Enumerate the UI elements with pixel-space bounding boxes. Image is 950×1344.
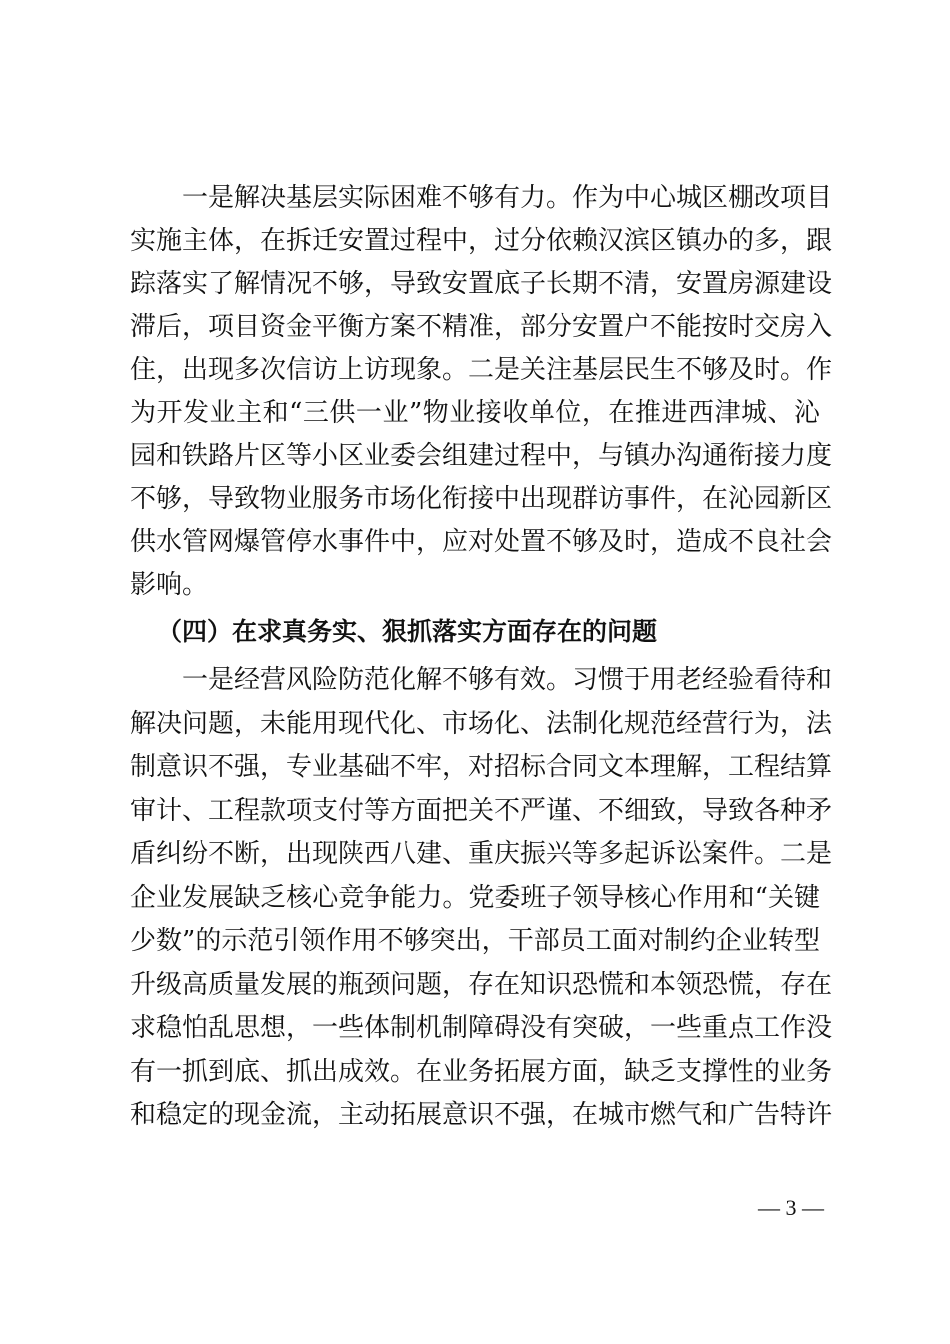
section-heading: （四）在求真务实、狠抓落实方面存在的问题 — [157, 617, 658, 646]
paragraph-line — [130, 1138, 820, 1178]
paragraph-line: 企业发展缺乏核心竞争能力。党委班子领导核心作用和“关键 — [130, 883, 820, 913]
paragraph-line: 不够，导致物业服务市场化衔接中出现群访事件，在沁园新区 — [130, 484, 833, 514]
paragraph-line: 滞后，项目资金平衡方案不精准，部分安置户不能按时交房入 — [130, 312, 833, 342]
paragraph-line: 实施主体，在拆迁安置过程中，过分依赖汉滨区镇办的多，跟 — [130, 226, 833, 256]
paragraph-line: 和稳定的现金流，主动拓展意识不强，在城市燃气和广告特许 — [130, 1100, 833, 1130]
paragraph-line: 为开发业主和“三供一业”物业接收单位，在推进西津城、沁 — [130, 398, 820, 428]
paragraph-line: 盾纠纷不断，出现陕西八建、重庆振兴等多起诉讼案件。二是 — [130, 839, 833, 869]
paragraph-line: 一是解决基层实际困难不够有力。作为中心城区棚改项目 — [182, 183, 833, 213]
page-number: — 3 — — [758, 1195, 824, 1220]
paragraph-line: 解决问题，未能用现代化、市场化、法制化规范经营行为，法 — [130, 709, 833, 739]
paragraph-line: 审计、工程款项支付等方面把关不严谨、不细致，导致各种矛 — [130, 796, 833, 826]
paragraph-line: 影响。 — [130, 570, 209, 600]
paragraph-line: 求稳怕乱思想，一些体制机制障碍没有突破，一些重点工作没 — [130, 1013, 833, 1043]
paragraph-line: 踪落实了解情况不够，导致安置底子长期不清，安置房源建设 — [130, 269, 833, 299]
paragraph-line: 园和铁路片区等小区业委会组建过程中，与镇办沟通衔接力度 — [130, 441, 833, 471]
paragraph-line: 制意识不强，专业基础不牢，对招标合同文本理解，工程结算 — [130, 752, 833, 782]
paragraph-line: 住，出现多次信访上访现象。二是关注基层民生不够及时。作 — [130, 355, 833, 385]
paragraph-line: 有一抓到底、抓出成效。在业务拓展方面，缺乏支撑性的业务 — [130, 1057, 833, 1087]
paragraph-line: 少数”的示范引领作用不够突出，干部员工面对制约企业转型 — [130, 926, 820, 956]
paragraph-line: 供水管网爆管停水事件中，应对处置不够及时，造成不良社会 — [130, 527, 833, 557]
paragraph-line: 一是经营风险防范化解不够有效。习惯于用老经验看待和 — [182, 665, 833, 695]
paragraph-line: 升级高质量发展的瓶颈问题，存在知识恐慌和本领恐慌，存在 — [130, 970, 833, 1000]
